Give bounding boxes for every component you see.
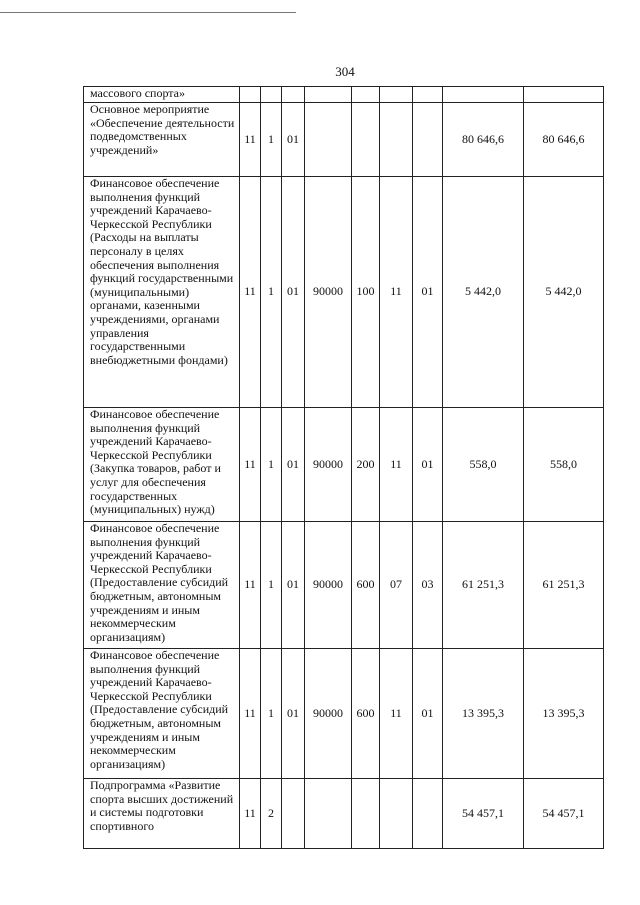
row-cell-v2: 61 251,3: [524, 522, 604, 649]
row-cell-v1: 558,0: [443, 408, 524, 522]
budget-table: [83, 86, 604, 849]
row-cell-c4: 90000: [305, 649, 352, 779]
row-cell-c1: 11: [240, 779, 261, 849]
row-cell-c7: 03: [413, 522, 443, 649]
row-cell-c1: 11: [240, 522, 261, 649]
row-cell-c4: [305, 103, 352, 177]
top-rule: [0, 12, 296, 13]
row-cell-v1: [443, 87, 524, 103]
row-cell-c7: [413, 779, 443, 849]
row-cell-c6: 11: [380, 408, 413, 522]
row-cell-v2: 558,0: [524, 408, 604, 522]
row-cell-c4: 90000: [305, 408, 352, 522]
row-description: Финансовое обеспечение выполнения функций учреждений Карачаево-Черкесской Республики (Предоставление субсидий бюджетным, автономным учреждениям и иным некоммерческим организациям): [84, 649, 240, 779]
table-row: [84, 522, 604, 649]
page-number: 304: [335, 64, 355, 79]
row-cell-c1: [240, 87, 261, 103]
row-cell-c1: 11: [240, 649, 261, 779]
row-cell-c4: [305, 87, 352, 103]
row-cell-v1: 61 251,3: [443, 522, 524, 649]
row-cell-c4: [305, 779, 352, 849]
row-cell-c2: 2: [261, 779, 282, 849]
row-cell-c2: 1: [261, 177, 282, 408]
row-cell-c3: 01: [282, 522, 305, 649]
row-cell-c7: 01: [413, 408, 443, 522]
row-cell-c7: [413, 87, 443, 103]
row-description: Финансовое обеспечение выполнения функций учреждений Карачаево-Черкесской Республики (Расходы на выплаты персоналу в целях обеспечения выполнения функций государственными (муниципальными) органами, казенными учреждениями, органами управления государственными внебюджетными фондами): [84, 177, 240, 408]
row-description: Финансовое обеспечение выполнения функций учреждений Карачаево-Черкесской Республики (Закупка товаров, работ и услуг для обеспечения государственных (муниципальных) нужд): [84, 408, 240, 522]
row-cell-c3: 01: [282, 408, 305, 522]
row-cell-c5: [352, 87, 380, 103]
table-row: [84, 649, 604, 779]
row-cell-c5: 600: [352, 649, 380, 779]
row-cell-c2: [261, 87, 282, 103]
row-description: Основное мероприятие «Обеспечение деятельности подведомственных учреждений»: [84, 103, 240, 177]
table-row: [84, 779, 604, 849]
row-cell-v1: 80 646,6: [443, 103, 524, 177]
row-cell-v2: 13 395,3: [524, 649, 604, 779]
table-row: [84, 87, 604, 103]
row-cell-c3: [282, 87, 305, 103]
row-cell-c4: 90000: [305, 177, 352, 408]
row-cell-c5: 200: [352, 408, 380, 522]
row-cell-v1: 5 442,0: [443, 177, 524, 408]
row-cell-c5: [352, 103, 380, 177]
table-row: [84, 177, 604, 408]
row-cell-v1: 13 395,3: [443, 649, 524, 779]
row-cell-v2: 54 457,1: [524, 779, 604, 849]
row-cell-c7: 01: [413, 177, 443, 408]
row-cell-c5: 100: [352, 177, 380, 408]
row-cell-v2: 5 442,0: [524, 177, 604, 408]
table-body: [84, 87, 604, 849]
row-cell-c2: 1: [261, 522, 282, 649]
row-cell-c3: 01: [282, 649, 305, 779]
row-cell-c4: 90000: [305, 522, 352, 649]
table-row: [84, 103, 604, 177]
row-cell-c6: 11: [380, 649, 413, 779]
row-cell-c5: [352, 779, 380, 849]
row-cell-c6: [380, 103, 413, 177]
row-cell-c2: 1: [261, 408, 282, 522]
row-cell-c3: 01: [282, 103, 305, 177]
row-cell-c6: 07: [380, 522, 413, 649]
row-cell-v2: [524, 87, 604, 103]
row-cell-c7: [413, 103, 443, 177]
row-cell-c2: 1: [261, 103, 282, 177]
row-cell-c1: 11: [240, 408, 261, 522]
row-cell-c2: 1: [261, 649, 282, 779]
row-cell-c7: 01: [413, 649, 443, 779]
row-cell-v2: 80 646,6: [524, 103, 604, 177]
row-cell-v1: 54 457,1: [443, 779, 524, 849]
row-description: Подпрограмма «Развитие спорта высших достижений и системы подготовки спортивного: [84, 779, 240, 849]
row-cell-c1: 11: [240, 103, 261, 177]
row-cell-c1: 11: [240, 177, 261, 408]
row-cell-c6: [380, 779, 413, 849]
row-cell-c5: 600: [352, 522, 380, 649]
row-cell-c3: 01: [282, 177, 305, 408]
row-description: Финансовое обеспечение выполнения функций учреждений Карачаево-Черкесской Республики (Предоставление субсидий бюджетным, автономным учреждениям и иным некоммерческим организациям): [84, 522, 240, 649]
row-cell-c6: [380, 87, 413, 103]
table-row: [84, 408, 604, 522]
row-cell-c3: [282, 779, 305, 849]
row-cell-c6: 11: [380, 177, 413, 408]
row-description: массового спорта»: [84, 87, 240, 103]
